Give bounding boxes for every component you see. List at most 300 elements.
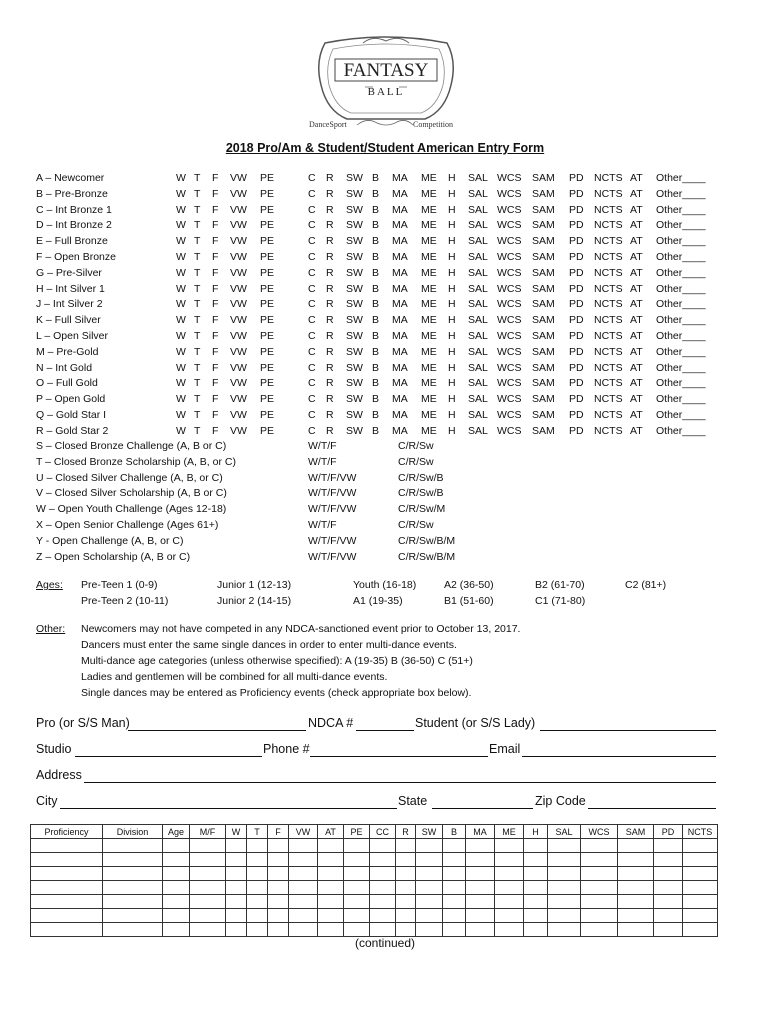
dance-option[interactable]: WCS xyxy=(497,203,522,216)
grid-cell[interactable] xyxy=(103,909,163,923)
grid-cell[interactable] xyxy=(31,909,103,923)
grid-cell[interactable] xyxy=(654,923,683,937)
dance-option[interactable]: W xyxy=(176,203,186,216)
dance-option[interactable]: F xyxy=(212,251,219,263)
dance-option[interactable]: AT xyxy=(630,377,643,390)
dance-option[interactable]: ME xyxy=(421,251,437,263)
grid-cell[interactable] xyxy=(268,839,289,853)
dance-option[interactable]: AT xyxy=(630,203,643,216)
grid-cell[interactable] xyxy=(548,895,581,909)
dance-option[interactable]: SAM xyxy=(532,314,555,327)
dance-option[interactable]: AT xyxy=(630,282,643,295)
dance-option[interactable]: W xyxy=(176,187,186,200)
dance-option[interactable]: SAM xyxy=(532,393,555,406)
grid-cell[interactable] xyxy=(318,909,344,923)
student-field[interactable] xyxy=(540,718,716,731)
dance-option[interactable]: C xyxy=(308,424,316,437)
dance-option[interactable]: Other____ xyxy=(656,266,706,279)
grid-cell[interactable] xyxy=(247,853,268,867)
dance-option[interactable]: AT xyxy=(630,235,643,248)
grid-cell[interactable] xyxy=(268,853,289,867)
grid-cell[interactable] xyxy=(226,909,247,923)
dance-option[interactable]: AT xyxy=(630,314,643,327)
dance-option[interactable]: R xyxy=(326,361,334,374)
grid-cell[interactable] xyxy=(548,923,581,937)
grid-cell[interactable] xyxy=(495,867,524,881)
dance-option[interactable]: WCS xyxy=(497,361,522,374)
dance-option[interactable]: AT xyxy=(630,409,643,421)
dance-option[interactable]: H xyxy=(448,235,456,248)
grid-cell[interactable] xyxy=(247,867,268,881)
dance-option[interactable]: VW xyxy=(230,251,247,263)
dance-option[interactable]: H xyxy=(448,424,456,437)
grid-cell[interactable] xyxy=(163,909,190,923)
dance-option[interactable]: WCS xyxy=(497,345,522,358)
dance-option[interactable]: SW xyxy=(346,345,363,358)
dance-option[interactable]: PD xyxy=(569,172,584,184)
dance-option[interactable]: VW xyxy=(230,235,247,248)
dance-option[interactable]: W xyxy=(176,345,186,358)
dance-option[interactable]: NCTS xyxy=(594,219,623,232)
dance-option[interactable]: PD xyxy=(569,314,584,327)
dance-option[interactable]: MA xyxy=(392,266,408,279)
dance-option[interactable]: MA xyxy=(392,203,408,216)
grid-cell[interactable] xyxy=(318,867,344,881)
dance-option[interactable]: Other____ xyxy=(656,377,706,390)
grid-cell[interactable] xyxy=(495,839,524,853)
dance-option[interactable]: NCTS xyxy=(594,314,623,327)
dance-option[interactable]: PD xyxy=(569,251,584,263)
dance-option[interactable]: VW xyxy=(230,187,247,200)
dance-option[interactable]: NCTS xyxy=(594,361,623,374)
dance-option[interactable]: SAM xyxy=(532,266,555,279)
grid-cell[interactable] xyxy=(683,853,718,867)
grid-cell[interactable] xyxy=(548,867,581,881)
dance-option[interactable]: PE xyxy=(260,314,275,327)
dance-option[interactable]: NCTS xyxy=(594,266,623,279)
dance-option[interactable]: VW xyxy=(230,377,247,390)
grid-cell[interactable] xyxy=(396,895,416,909)
dance-option[interactable]: ME xyxy=(421,266,437,279)
grid-cell[interactable] xyxy=(190,895,226,909)
grid-cell[interactable] xyxy=(370,839,396,853)
grid-cell[interactable] xyxy=(524,909,548,923)
grid-cell[interactable] xyxy=(268,867,289,881)
grid-cell[interactable] xyxy=(416,881,443,895)
dance-option[interactable]: ME xyxy=(421,409,437,421)
dance-option[interactable]: VW xyxy=(230,361,247,374)
dance-option[interactable]: AT xyxy=(630,298,643,311)
grid-cell[interactable] xyxy=(495,881,524,895)
grid-cell[interactable] xyxy=(344,839,370,853)
dance-option[interactable]: VW xyxy=(230,203,247,216)
dance-option[interactable]: NCTS xyxy=(594,330,623,342)
grid-cell[interactable] xyxy=(396,839,416,853)
dance-option[interactable]: H xyxy=(448,314,456,327)
dance-option[interactable]: Other____ xyxy=(656,282,706,295)
grid-cell[interactable] xyxy=(618,881,654,895)
dance-option[interactable]: R xyxy=(326,266,334,279)
dance-option[interactable]: C xyxy=(308,187,316,200)
dance-option[interactable]: B xyxy=(372,393,380,406)
dance-option[interactable]: SW xyxy=(346,251,363,263)
dance-option[interactable]: PD xyxy=(569,298,584,311)
dance-option[interactable]: T xyxy=(194,172,201,184)
grid-cell[interactable] xyxy=(466,881,495,895)
dance-option[interactable]: NCTS xyxy=(594,424,623,437)
dance-option[interactable]: F xyxy=(212,361,219,374)
dance-option[interactable]: SAL xyxy=(468,298,488,311)
dance-option[interactable]: F xyxy=(212,187,219,200)
dance-option[interactable]: VW xyxy=(230,172,247,184)
grid-cell[interactable] xyxy=(581,923,618,937)
grid-cell[interactable] xyxy=(289,895,318,909)
grid-cell[interactable] xyxy=(581,839,618,853)
dance-option[interactable]: Other____ xyxy=(656,298,706,311)
dance-option[interactable]: C xyxy=(308,235,316,248)
dance-option[interactable]: VW xyxy=(230,424,247,437)
grid-cell[interactable] xyxy=(103,881,163,895)
dance-option[interactable]: MA xyxy=(392,251,408,263)
grid-cell[interactable] xyxy=(443,909,466,923)
dance-option[interactable]: Other____ xyxy=(656,203,706,216)
dance-option[interactable]: T xyxy=(194,203,201,216)
dance-option[interactable]: C xyxy=(308,266,316,279)
dance-option[interactable]: B xyxy=(372,377,380,390)
dance-option[interactable]: R xyxy=(326,393,334,406)
dance-option[interactable]: AT xyxy=(630,345,643,358)
dance-option[interactable]: C xyxy=(308,219,316,232)
dance-option[interactable]: NCTS xyxy=(594,251,623,263)
dance-option[interactable]: SW xyxy=(346,219,363,232)
grid-cell[interactable] xyxy=(268,923,289,937)
dance-option[interactable]: ME xyxy=(421,235,437,248)
dance-option[interactable]: VW xyxy=(230,330,247,342)
dance-option[interactable]: Other____ xyxy=(656,251,706,263)
dance-option[interactable]: WCS xyxy=(497,377,522,390)
dance-option[interactable]: T xyxy=(194,266,201,279)
dance-option[interactable]: T xyxy=(194,314,201,327)
dance-option[interactable]: R xyxy=(326,172,334,184)
dance-option[interactable]: WCS xyxy=(497,409,522,421)
dance-option[interactable]: SAM xyxy=(532,251,555,263)
dance-option[interactable]: PD xyxy=(569,361,584,374)
dance-option[interactable]: H xyxy=(448,377,456,390)
dance-option[interactable]: Other____ xyxy=(656,361,706,374)
dance-option[interactable]: VW xyxy=(230,266,247,279)
grid-cell[interactable] xyxy=(103,853,163,867)
dance-option[interactable]: B xyxy=(372,266,380,279)
grid-cell[interactable] xyxy=(548,909,581,923)
grid-cell[interactable] xyxy=(654,909,683,923)
dance-option[interactable]: VW xyxy=(230,409,247,421)
dance-option[interactable]: SAM xyxy=(532,298,555,311)
dance-option[interactable]: SW xyxy=(346,187,363,200)
dance-option[interactable]: H xyxy=(448,187,456,200)
grid-cell[interactable] xyxy=(524,895,548,909)
grid-cell[interactable] xyxy=(318,881,344,895)
dance-option[interactable]: W xyxy=(176,251,186,263)
dance-option[interactable]: NCTS xyxy=(594,345,623,358)
dance-option[interactable]: B xyxy=(372,345,380,358)
grid-cell[interactable] xyxy=(495,909,524,923)
rhythm-dances[interactable]: C/R/Sw/B xyxy=(398,487,444,500)
dance-option[interactable]: SAL xyxy=(468,377,488,390)
dance-option[interactable]: W xyxy=(176,298,186,311)
smooth-dances[interactable]: W/T/F/VW xyxy=(308,534,357,547)
dance-option[interactable]: MA xyxy=(392,219,408,232)
dance-option[interactable]: C xyxy=(308,298,316,311)
dance-option[interactable]: ME xyxy=(421,330,437,342)
dance-option[interactable]: MA xyxy=(392,330,408,342)
grid-cell[interactable] xyxy=(443,881,466,895)
grid-cell[interactable] xyxy=(226,839,247,853)
dance-option[interactable]: F xyxy=(212,235,219,248)
rhythm-dances[interactable]: C/R/Sw/B xyxy=(398,471,444,484)
dance-option[interactable]: R xyxy=(326,314,334,327)
grid-cell[interactable] xyxy=(443,923,466,937)
smooth-dances[interactable]: W/T/F/VW xyxy=(308,471,357,484)
dance-option[interactable]: AT xyxy=(630,393,643,406)
dance-option[interactable]: R xyxy=(326,345,334,358)
dance-option[interactable]: MA xyxy=(392,187,408,200)
dance-option[interactable]: T xyxy=(194,282,201,295)
dance-option[interactable]: H xyxy=(448,172,456,184)
dance-option[interactable]: W xyxy=(176,172,186,184)
dance-option[interactable]: PD xyxy=(569,219,584,232)
zip-field[interactable] xyxy=(588,796,716,809)
grid-cell[interactable] xyxy=(618,895,654,909)
dance-option[interactable]: W xyxy=(176,235,186,248)
dance-option[interactable]: PE xyxy=(260,266,275,279)
dance-option[interactable]: ME xyxy=(421,345,437,358)
smooth-dances[interactable]: W/T/F xyxy=(308,440,337,452)
dance-option[interactable]: SAL xyxy=(468,314,488,327)
dance-option[interactable]: VW xyxy=(230,282,247,295)
grid-cell[interactable] xyxy=(344,895,370,909)
grid-cell[interactable] xyxy=(163,867,190,881)
grid-cell[interactable] xyxy=(370,895,396,909)
grid-cell[interactable] xyxy=(289,923,318,937)
dance-option[interactable]: F xyxy=(212,409,219,421)
grid-cell[interactable] xyxy=(683,867,718,881)
grid-cell[interactable] xyxy=(31,853,103,867)
dance-option[interactable]: SAM xyxy=(532,330,555,342)
dance-option[interactable]: Other____ xyxy=(656,187,706,200)
dance-option[interactable]: T xyxy=(194,345,201,358)
dance-option[interactable]: PE xyxy=(260,409,275,421)
grid-cell[interactable] xyxy=(654,839,683,853)
rhythm-dances[interactable]: C/R/Sw xyxy=(398,440,434,452)
grid-cell[interactable] xyxy=(654,895,683,909)
dance-option[interactable]: C xyxy=(308,345,316,358)
grid-cell[interactable] xyxy=(683,839,718,853)
grid-cell[interactable] xyxy=(268,909,289,923)
dance-option[interactable]: NCTS xyxy=(594,298,623,311)
grid-cell[interactable] xyxy=(247,839,268,853)
grid-cell[interactable] xyxy=(289,839,318,853)
dance-option[interactable]: W xyxy=(176,361,186,374)
dance-option[interactable]: C xyxy=(308,377,316,390)
grid-cell[interactable] xyxy=(226,867,247,881)
grid-cell[interactable] xyxy=(163,881,190,895)
grid-cell[interactable] xyxy=(289,909,318,923)
dance-option[interactable]: H xyxy=(448,298,456,311)
dance-option[interactable]: PE xyxy=(260,235,275,248)
dance-option[interactable]: NCTS xyxy=(594,235,623,248)
grid-cell[interactable] xyxy=(318,923,344,937)
dance-option[interactable]: W xyxy=(176,282,186,295)
dance-option[interactable]: B xyxy=(372,409,380,421)
grid-cell[interactable] xyxy=(618,867,654,881)
grid-cell[interactable] xyxy=(226,853,247,867)
dance-option[interactable]: NCTS xyxy=(594,203,623,216)
dance-option[interactable]: AT xyxy=(630,266,643,279)
dance-option[interactable]: F xyxy=(212,282,219,295)
dance-option[interactable]: B xyxy=(372,187,380,200)
dance-option[interactable]: ME xyxy=(421,314,437,327)
dance-option[interactable]: VW xyxy=(230,219,247,232)
dance-option[interactable]: PD xyxy=(569,330,584,342)
dance-option[interactable]: T xyxy=(194,361,201,374)
dance-option[interactable]: WCS xyxy=(497,235,522,248)
dance-option[interactable]: ME xyxy=(421,282,437,295)
grid-cell[interactable] xyxy=(396,909,416,923)
dance-option[interactable]: PE xyxy=(260,298,275,311)
grid-cell[interactable] xyxy=(190,909,226,923)
grid-cell[interactable] xyxy=(344,909,370,923)
dance-option[interactable]: WCS xyxy=(497,314,522,327)
dance-option[interactable]: Other____ xyxy=(656,314,706,327)
dance-option[interactable]: WCS xyxy=(497,282,522,295)
grid-cell[interactable] xyxy=(581,853,618,867)
dance-option[interactable]: SAL xyxy=(468,409,488,421)
dance-option[interactable]: T xyxy=(194,298,201,311)
grid-cell[interactable] xyxy=(443,867,466,881)
dance-option[interactable]: SW xyxy=(346,235,363,248)
dance-option[interactable]: Other____ xyxy=(656,345,706,358)
dance-option[interactable]: ME xyxy=(421,203,437,216)
dance-option[interactable]: B xyxy=(372,203,380,216)
dance-option[interactable]: F xyxy=(212,203,219,216)
dance-option[interactable]: PE xyxy=(260,203,275,216)
dance-option[interactable]: F xyxy=(212,345,219,358)
dance-option[interactable]: WCS xyxy=(497,424,522,437)
grid-cell[interactable] xyxy=(370,923,396,937)
grid-cell[interactable] xyxy=(344,923,370,937)
dance-option[interactable]: SW xyxy=(346,393,363,406)
dance-option[interactable]: C xyxy=(308,251,316,263)
dance-option[interactable]: C xyxy=(308,203,316,216)
grid-cell[interactable] xyxy=(416,923,443,937)
grid-cell[interactable] xyxy=(103,867,163,881)
smooth-dances[interactable]: W/T/F/VW xyxy=(308,503,357,516)
dance-option[interactable]: PD xyxy=(569,424,584,437)
ndca-field[interactable] xyxy=(356,718,414,731)
dance-option[interactable]: F xyxy=(212,377,219,390)
dance-option[interactable]: W xyxy=(176,424,186,437)
dance-option[interactable]: R xyxy=(326,409,334,421)
grid-cell[interactable] xyxy=(683,909,718,923)
dance-option[interactable]: AT xyxy=(630,361,643,374)
dance-option[interactable]: B xyxy=(372,361,380,374)
grid-cell[interactable] xyxy=(268,881,289,895)
dance-option[interactable]: PE xyxy=(260,345,275,358)
dance-option[interactable]: AT xyxy=(630,330,643,342)
dance-option[interactable]: SW xyxy=(346,409,363,421)
dance-option[interactable]: SAM xyxy=(532,187,555,200)
grid-cell[interactable] xyxy=(163,895,190,909)
dance-option[interactable]: F xyxy=(212,393,219,406)
dance-option[interactable]: SAM xyxy=(532,361,555,374)
dance-option[interactable]: T xyxy=(194,219,201,232)
dance-option[interactable]: MA xyxy=(392,298,408,311)
grid-cell[interactable] xyxy=(370,881,396,895)
grid-cell[interactable] xyxy=(370,853,396,867)
grid-cell[interactable] xyxy=(618,923,654,937)
dance-option[interactable]: W xyxy=(176,330,186,342)
dance-option[interactable]: WCS xyxy=(497,266,522,279)
dance-option[interactable]: NCTS xyxy=(594,377,623,390)
dance-option[interactable]: H xyxy=(448,282,456,295)
dance-option[interactable]: B xyxy=(372,424,380,437)
dance-option[interactable]: R xyxy=(326,330,334,342)
dance-option[interactable]: H xyxy=(448,393,456,406)
grid-cell[interactable] xyxy=(247,909,268,923)
grid-cell[interactable] xyxy=(495,923,524,937)
dance-option[interactable]: ME xyxy=(421,172,437,184)
dance-option[interactable]: W xyxy=(176,266,186,279)
grid-cell[interactable] xyxy=(289,881,318,895)
grid-cell[interactable] xyxy=(416,867,443,881)
dance-option[interactable]: PE xyxy=(260,219,275,232)
dance-option[interactable]: SW xyxy=(346,361,363,374)
dance-option[interactable]: T xyxy=(194,409,201,421)
address-field[interactable] xyxy=(84,770,716,783)
dance-option[interactable]: Other____ xyxy=(656,172,706,184)
dance-option[interactable]: PD xyxy=(569,282,584,295)
grid-cell[interactable] xyxy=(289,867,318,881)
dance-option[interactable]: H xyxy=(448,361,456,374)
dance-option[interactable]: T xyxy=(194,377,201,390)
grid-cell[interactable] xyxy=(318,853,344,867)
dance-option[interactable]: MA xyxy=(392,282,408,295)
dance-option[interactable]: NCTS xyxy=(594,409,623,421)
dance-option[interactable]: PE xyxy=(260,282,275,295)
dance-option[interactable]: SW xyxy=(346,282,363,295)
dance-option[interactable]: SW xyxy=(346,203,363,216)
dance-option[interactable]: SAM xyxy=(532,203,555,216)
dance-option[interactable]: PE xyxy=(260,361,275,374)
dance-option[interactable]: C xyxy=(308,282,316,295)
dance-option[interactable]: PE xyxy=(260,377,275,390)
dance-option[interactable]: VW xyxy=(230,393,247,406)
dance-option[interactable]: SAL xyxy=(468,345,488,358)
dance-option[interactable]: MA xyxy=(392,235,408,248)
dance-option[interactable]: Other____ xyxy=(656,424,706,437)
dance-option[interactable]: F xyxy=(212,266,219,279)
dance-option[interactable]: ME xyxy=(421,377,437,390)
phone-field[interactable] xyxy=(310,744,488,757)
dance-option[interactable]: SAL xyxy=(468,187,488,200)
grid-cell[interactable] xyxy=(683,895,718,909)
dance-option[interactable]: ME xyxy=(421,298,437,311)
grid-cell[interactable] xyxy=(443,839,466,853)
dance-option[interactable]: ME xyxy=(421,361,437,374)
dance-option[interactable]: T xyxy=(194,235,201,248)
grid-cell[interactable] xyxy=(344,853,370,867)
grid-cell[interactable] xyxy=(618,853,654,867)
